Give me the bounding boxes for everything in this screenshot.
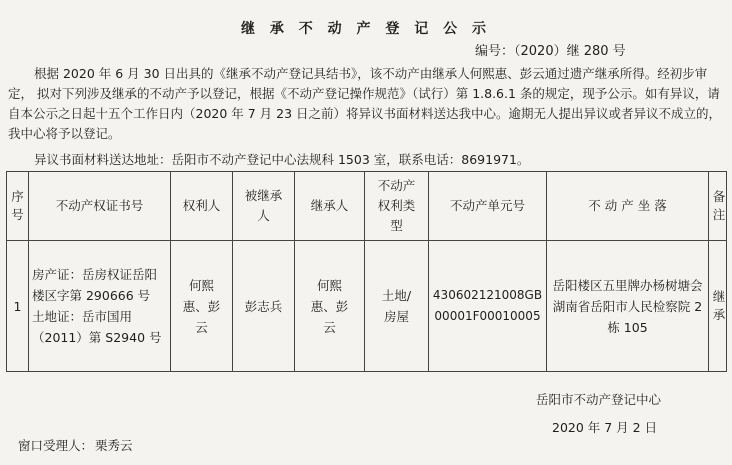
- cert-house: 房产证：岳房权证岳阳楼区字第 290666 号: [32, 267, 158, 303]
- page-title: 继 承 不 动 产 登 记 公 示: [241, 21, 491, 37]
- document-number: 编号：（2020）继 280 号: [475, 44, 626, 59]
- table-header-row: [7, 172, 727, 241]
- cell-right-type: 土地/房屋: [365, 241, 429, 372]
- receiver-name: 栗秀云: [95, 438, 133, 453]
- property-table: [6, 171, 727, 372]
- objection-address-line: 异议书面材料送达地址：岳阳市不动产登记中心法规科 1503 室，联系电话：8691971。: [34, 152, 530, 167]
- notice-body-paragraph: 根据 2020 年 6 月 30 日出具的《继承不动产登记具结书》，该不动产由继承人何熙惠、彭云通过遗产继承所得。经初步审定， 拟对下列涉及继承的不动产予以登记，根据《不动产登记操作规范》（试行）第 1.8.6.1 条的规定，现予公示。如有异议，请自本公示之日起十五个工作日内（2020 年 7 月 23 日之前）将异议书面材料送达我中心。逾期无人提出异议或者异议不成立的，我中心将予以登记。: [8, 66, 722, 141]
- header-cert: 不动产权证书号: [29, 172, 171, 241]
- table-row: [7, 241, 727, 372]
- cell-cert: [29, 241, 171, 372]
- window-receiver: [18, 436, 133, 454]
- cell-right-holder: 何熙惠、彭云: [171, 241, 233, 372]
- cell-decedent: 彭志兵: [233, 241, 295, 372]
- header-decedent: 被继承人: [233, 172, 295, 241]
- issuer-name: 岳阳市不动产登记中心: [536, 392, 662, 407]
- header-remark: 备注: [709, 172, 727, 241]
- header-right-type: 不动产权利类型: [365, 172, 429, 241]
- receiver-label: 窗口受理人：: [18, 438, 94, 453]
- cell-unit-no: 430602121008GB00001F00010005: [429, 241, 547, 372]
- cell-location: 岳阳楼区五里牌办杨树塘会湖南省岳阳市人民检察院 2 栋 105: [547, 241, 709, 372]
- cell-heirs: 何熙惠、彭云: [295, 241, 365, 372]
- cell-no: 1: [7, 241, 29, 372]
- issue-date: 2020 年 7 月 2 日: [552, 420, 658, 435]
- cell-remark: 继承: [709, 241, 727, 372]
- header-location: 不 动 产 坐 落: [547, 172, 709, 241]
- cert-land: 土地证：岳市国用（2011）第 S2940 号: [32, 309, 162, 345]
- header-heirs: 继承人: [295, 172, 365, 241]
- header-right-holder: 权利人: [171, 172, 233, 241]
- header-no: 序号: [7, 172, 29, 241]
- header-unit-no: 不动产单元号: [429, 172, 547, 241]
